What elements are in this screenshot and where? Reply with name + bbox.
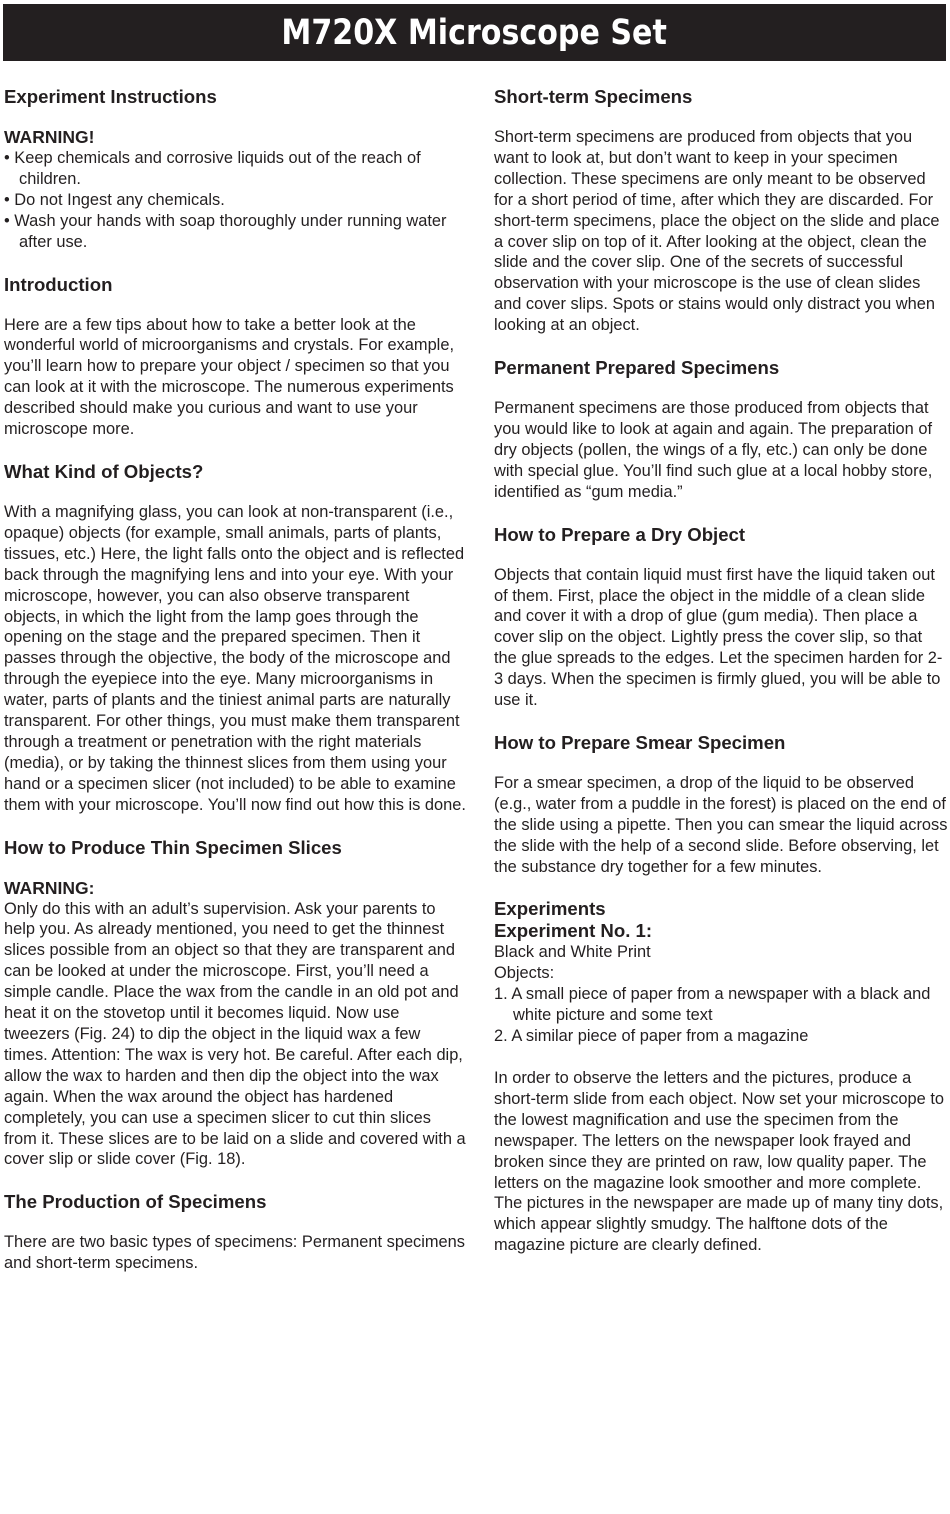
spacer (494, 1047, 949, 1068)
section-smear (494, 732, 949, 878)
section-heading: How to Prepare Smear Specimen (494, 731, 786, 753)
paragraph: There are two basic types of specimens: Permanent specimens and short-term specimens. (4, 1233, 465, 1273)
list-item: • Do not Ingest any chemicals. (4, 190, 225, 209)
section-heading: How to Produce Thin Specimen Slices (4, 836, 342, 858)
section-experiments (494, 898, 949, 1256)
paragraph: Objects that contain liquid must first have the liquid taken out of them. First, place the object in the middle of a clean slide and cover it with a drop of glue (gum media). Then place a cover slip on the object. Lightly press the cover slip, so that the glue spreads to the edges. Let the specimen harden for 2-3 days. When the specimen is firmly glued, you will be able to use it. (494, 565, 943, 710)
warning-label: WARNING! (4, 127, 95, 147)
section-permanent (494, 357, 949, 503)
section-heading: Permanent Prepared Specimens (494, 357, 780, 379)
warning-label: WARNING: (4, 877, 95, 898)
section-experiment-instructions (4, 86, 466, 253)
section-introduction (4, 274, 466, 440)
section-dry-object (494, 524, 949, 711)
section-heading: How to Prepare a Dry Object (494, 523, 746, 545)
list-item: • Wash your hands with soap thoroughly under running water after use. (4, 211, 447, 251)
paragraph: For a smear specimen, a drop of the liquid to be observed (e.g., water from a puddle in the forest) is placed on the end of the slide using a pipette. Then you can smear the liquid across the slide with the help of a second slide. Before observing, let the substance dry together for a few minutes. (494, 773, 948, 876)
section-short-term (494, 86, 949, 336)
section-heading: What Kind of Objects? (4, 460, 204, 482)
left-column (4, 86, 466, 1295)
experiment-subtitle: Black and White Print (494, 943, 651, 962)
list-item: 2. A similar piece of paper from a magazine (494, 1027, 809, 1046)
objects-list (494, 984, 949, 1047)
right-column (494, 86, 949, 1277)
title-banner (3, 4, 946, 61)
paragraph: With a magnifying glass, you can look at non-transparent (i.e., opaque) objects (for example, small animals, parts of plants, tissues, etc.) Here, the light falls onto the object and is reflected back through the magnifying lens and into your eye. With your microscope, however, you can also observe transparent objects, in which the light from the lamp goes through the opening on the stage and the prepared specimen. Then it passes through the objective, the body of the microscope and through the eyepiece into the eye. Many microorganisms in water, parts of plants and the tiniest animal parts are naturally transparent. For other things, you must make them transparent through a treatment or penetration with the right materials (media), or by taking the thinnest slices from them using your hand or a specimen slicer (not included) to be able to examine them with your microscope. You’ll now find out how this is done. (4, 502, 466, 814)
list-item: • Keep chemicals and corrosive liquids out of the reach of children. (4, 149, 421, 188)
paragraph: Only do this with an adult’s supervision. Ask your parents to help you. As already mentioned, you need to get the thinnest slices possible from an object so that they are transparent and can be looked at under the microscope. First, you’ll need a simple candle. Place the wax from the candle in an old pot and heat it on the stovetop until it becomes liquid. Now use tweezers (Fig. 24) to dip the object in the liquid wax a few times. Attention: The wax is very hot. Be careful. After each dip, allow the wax to harden and then dip the object into the wax again. When the wax around the object has hardened completely, you can use a specimen slicer to cut thin slices from it. These slices are to be laid on a slide and covered with a cover slip or slide cover (Fig. 18). (4, 899, 466, 1169)
objects-label: Objects: (494, 964, 555, 983)
list-item: 1. A small piece of paper from a newspaper with a black and white picture and some text (494, 985, 931, 1025)
page-title: M720X Microscope Set (281, 12, 668, 53)
section-heading: Experiment Instructions (4, 86, 217, 107)
section-heading: Experiments (494, 898, 606, 920)
paragraph: Here are a few tips about how to take a better look at the wonderful world of microorganisms and crystals. For example, you’ll learn how to prepare your object / specimen so that you can look at it with the microscope. The numerous experiments described should make you curious and want to use your microscope more. (4, 315, 454, 439)
paragraph: Permanent specimens are those produced from objects that you would like to look at again and again. The preparation of dry objects (pollen, the wings of a fly, etc.) can only be done with special glue. You’ll find such glue at a local hobby store, identified as “gum media.” (494, 399, 933, 501)
section-heading: Introduction (4, 273, 113, 295)
paragraph: In order to observe the letters and the pictures, produce a short-term slide from each object. Now set your microscope to the lowest magnification and use the specimen from the newspaper. The letters on the newspaper look frayed and broken since they are printed on raw, low quality paper. The letters on the magazine look smoother and more complete. The pictures in the newspaper are made up of many tiny dots, which appear slightly smudgy. The halftone dots of the magazine picture are clearly defined. (494, 1069, 944, 1255)
section-production (4, 1191, 466, 1274)
section-kind-of-objects (4, 461, 466, 816)
experiment-title: Experiment No. 1: (494, 920, 653, 942)
section-heading: The Production of Specimens (4, 1191, 267, 1213)
warning-list (4, 148, 466, 253)
paragraph: Short-term specimens are produced from objects that you want to look at, but don’t want to keep in your specimen collection. These specimens are only meant to be observed for a short period of time, after which they are discarded. For short-term specimens, place the object on the slide and place a cover slip on top of it. After looking at the object, clean the slide and the cover slip. One of the secrets of successful observation with your microscope is the use of clean slides and cover slips. Spots or stains would only distract you when looking at an object. (494, 128, 940, 335)
section-thin-slices (4, 837, 466, 1171)
section-heading: Short-term Specimens (494, 86, 693, 107)
